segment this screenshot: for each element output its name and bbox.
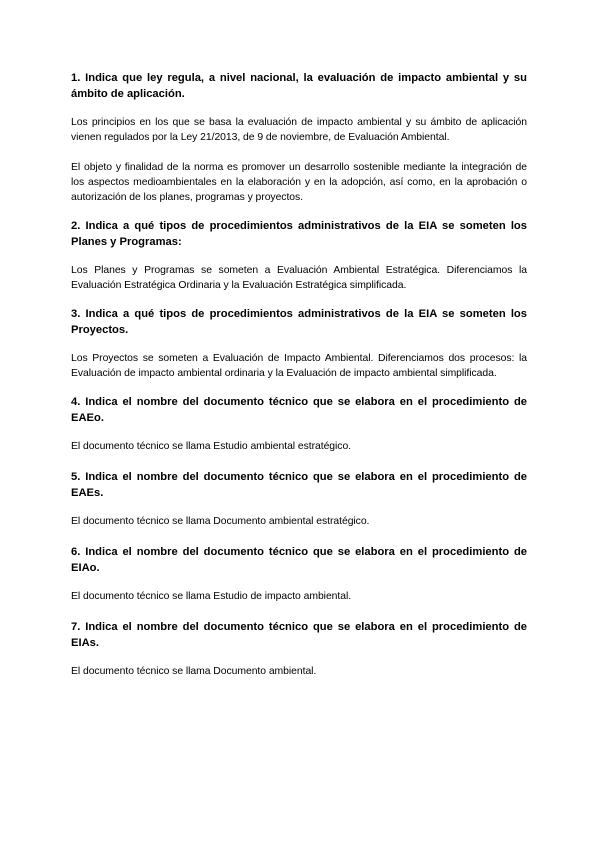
answer-1-paragraph-1: Los principios en los que se basa la evaluación de impacto ambiental y su ámbito de aplicación vienen regulados por la Ley 21/2013, de 9 de noviembre, de Evaluación Ambiental. (71, 117, 527, 143)
question-7: 7. Indica el nombre del documento técnico que se elabora en el procedimiento de EIAs. (71, 621, 527, 649)
document-body (71, 70, 527, 694)
question-4: 4. Indica el nombre del documento técnico que se elabora en el procedimiento de EAEo. (71, 396, 527, 424)
answer-5: El documento técnico se llama Documento ambiental estratégico. (71, 516, 370, 527)
question-3: 3. Indica a qué tipos de procedimientos administrativos de la EIA se someten los Proyectos. (71, 308, 527, 336)
answer-1-paragraph-2: El objeto y finalidad de la norma es promover un desarrollo sostenible mediante la integración de los aspectos medioambientales en la elaboración y en la adopción, así como, en la aprobación o autorización de los planes, programas y proyectos. (71, 162, 527, 203)
answer-7: El documento técnico se llama Documento ambiental. (71, 666, 317, 677)
question-2: 2. Indica a qué tipos de procedimientos administrativos de la EIA se someten los Planes y Programas: (71, 220, 527, 248)
question-6: 6. Indica el nombre del documento técnico que se elabora en el procedimiento de EIAo. (71, 546, 527, 574)
question-5: 5. Indica el nombre del documento técnico que se elabora en el procedimiento de EAEs. (71, 471, 527, 499)
answer-3: Los Proyectos se someten a Evaluación de Impacto Ambiental. Diferenciamos dos procesos: la Evaluación de impacto ambiental ordinaria y la Evaluación de impacto ambiental simplificada. (71, 353, 527, 379)
question-1: 1. Indica que ley regula, a nivel nacional, la evaluación de impacto ambiental y su ámbito de aplicación. (71, 72, 527, 100)
answer-2: Los Planes y Programas se someten a Evaluación Ambiental Estratégica. Diferenciamos la Evaluación Estratégica Ordinaria y la Evaluación Estratégica simplificada. (71, 265, 527, 291)
answer-4: El documento técnico se llama Estudio ambiental estratégico. (71, 441, 352, 452)
answer-6: El documento técnico se llama Estudio de impacto ambiental. (71, 591, 352, 602)
